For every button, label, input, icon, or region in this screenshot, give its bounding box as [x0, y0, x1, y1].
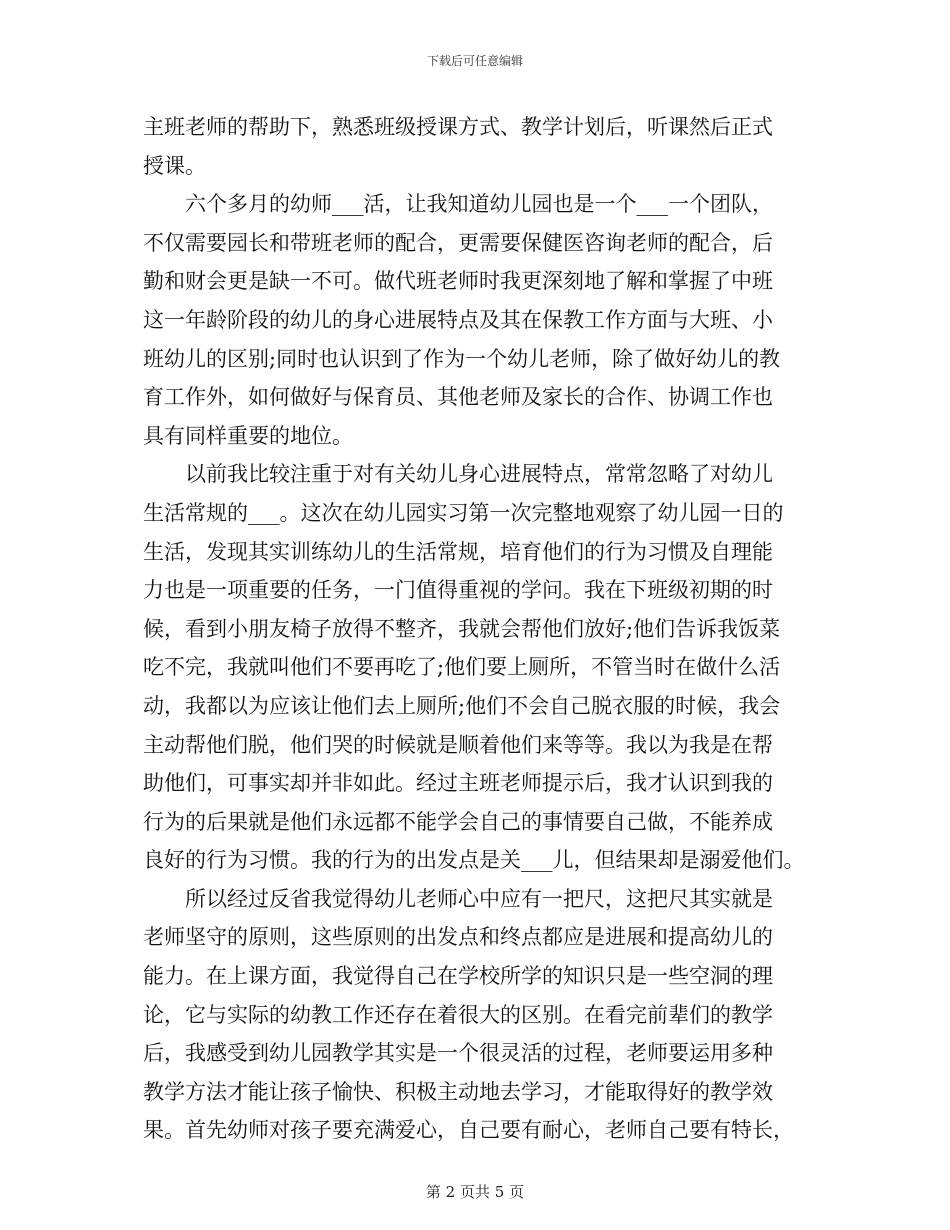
- text-line: 行为的后果就是他们永远都不能学会自己的事情要自己做，不能养成: [143, 809, 773, 834]
- text-line: 勤和财会更是缺一不可。做代班老师时我更深刻地了解和掌握了中班: [143, 269, 773, 294]
- text-line: 吃不完，我就叫他们不要再吃了;他们要上厕所，不管当时在做什么活: [143, 655, 781, 680]
- text-line: 动，我都以为应该让他们去上厕所;他们不会自己脱衣服的时候，我会: [143, 693, 781, 718]
- text-line: 候，看到小朋友椅子放得不整齐，我就会帮他们放好;他们告诉我饭菜: [143, 616, 781, 641]
- text-line: 以前我比较注重于对有关幼儿身心进展特点，常常忽略了对幼儿: [143, 462, 773, 487]
- text-line: 力也是一项重要的任务，一门值得重视的学问。我在下班级初期的时: [143, 578, 773, 603]
- text-line: 能力。在上课方面，我觉得自己在学校所学的知识只是一些空洞的理: [143, 964, 773, 989]
- text-line: 主动帮他们脱，他们哭的时候就是顺着他们来等等。我以为我是在帮: [143, 732, 773, 757]
- text-line: 良好的行为习惯。我的行为的出发点是关___儿，但结果却是溺爱他们。: [143, 848, 805, 873]
- page-footer: 第 2 页共 5 页: [425, 1183, 525, 1201]
- text-line: 所以经过反省我觉得幼儿老师心中应有一把尺，这把尺其实就是: [143, 886, 773, 911]
- page-header: 下载后可任意编辑: [426, 54, 523, 68]
- text-line: 生活，发现其实训练幼儿的生活常规，培育他们的行为习惯及自理能: [143, 539, 773, 564]
- text-line: 具有同样重要的地位。: [143, 423, 353, 448]
- text-line: 主班老师的帮助下，熟悉班级授课方式、教学计划后，听课然后正式: [143, 115, 773, 139]
- text-line: 论，它与实际的幼教工作还存在着很大的区别。在看完前辈们的教学: [143, 1002, 773, 1027]
- text-line: 助他们，可事实却并非如此。经过主班老师提示后，我才认识到我的: [143, 771, 773, 796]
- text-line: 老师坚守的原则，这些原则的出发点和终点都应是进展和提高幼儿的: [143, 925, 773, 950]
- text-line: 生活常规的___。这次在幼儿园实习第一次完整地观察了幼儿园一日的: [143, 500, 784, 525]
- text-line: 六个多月的幼师___活，让我知道幼儿园也是一个___一个团队，: [143, 192, 773, 217]
- text-line: 育工作外，如何做好与保育员、其他老师及家长的合作、协调工作也: [143, 385, 773, 410]
- text-line: 这一年龄阶段的幼儿的身心进展特点及其在保教工作方面与大班、小: [143, 307, 773, 332]
- document-body: [143, 108, 823, 1150]
- text-line: 不仅需要园长和带班老师的配合，更需要保健医咨询老师的配合，后: [143, 230, 773, 255]
- text-line: 班幼儿的区别;同时也认识到了作为一个幼儿老师，除了做好幼儿的教: [143, 346, 781, 371]
- text-line: 教学方法才能让孩子愉快、积极主动地去学习，才能取得好的教学效: [143, 1079, 773, 1104]
- text-line: 授课。: [143, 153, 206, 178]
- text-line: 后，我感受到幼儿园教学其实是一个很灵活的过程，老师要运用多种: [143, 1041, 773, 1066]
- text-line: 果。首先幼师对孩子要充满爱心，自己要有耐心，老师自己要有特长，: [143, 1118, 794, 1143]
